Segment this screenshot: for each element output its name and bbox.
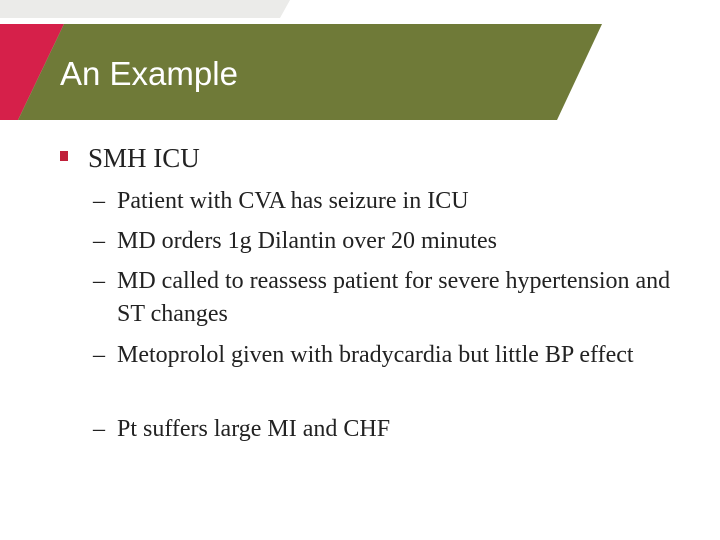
dash-icon: – — [93, 342, 105, 368]
grey-top-stripe — [0, 0, 290, 18]
sub-bullet-text: MD called to reassess patient for severe hypertension and ST changes — [117, 268, 671, 327]
dash-icon: – — [93, 268, 105, 294]
dash-icon: – — [93, 416, 105, 442]
sub-bullet-text: Pt suffers large MI and CHF — [117, 416, 391, 442]
sub-bullet-text: Metoprolol given with bradycardia but little BP effect — [117, 342, 634, 368]
sub-bullet-text: MD orders 1g Dilantin over 20 minutes — [117, 228, 497, 254]
square-bullet-icon — [60, 151, 68, 161]
bullet-text: SMH ICU — [88, 143, 200, 173]
dash-icon: – — [93, 228, 105, 254]
sub-bullet-text: Patient with CVA has seizure in ICU — [117, 188, 469, 214]
dash-icon: – — [93, 188, 105, 214]
slide-title: An Example — [60, 55, 238, 92]
